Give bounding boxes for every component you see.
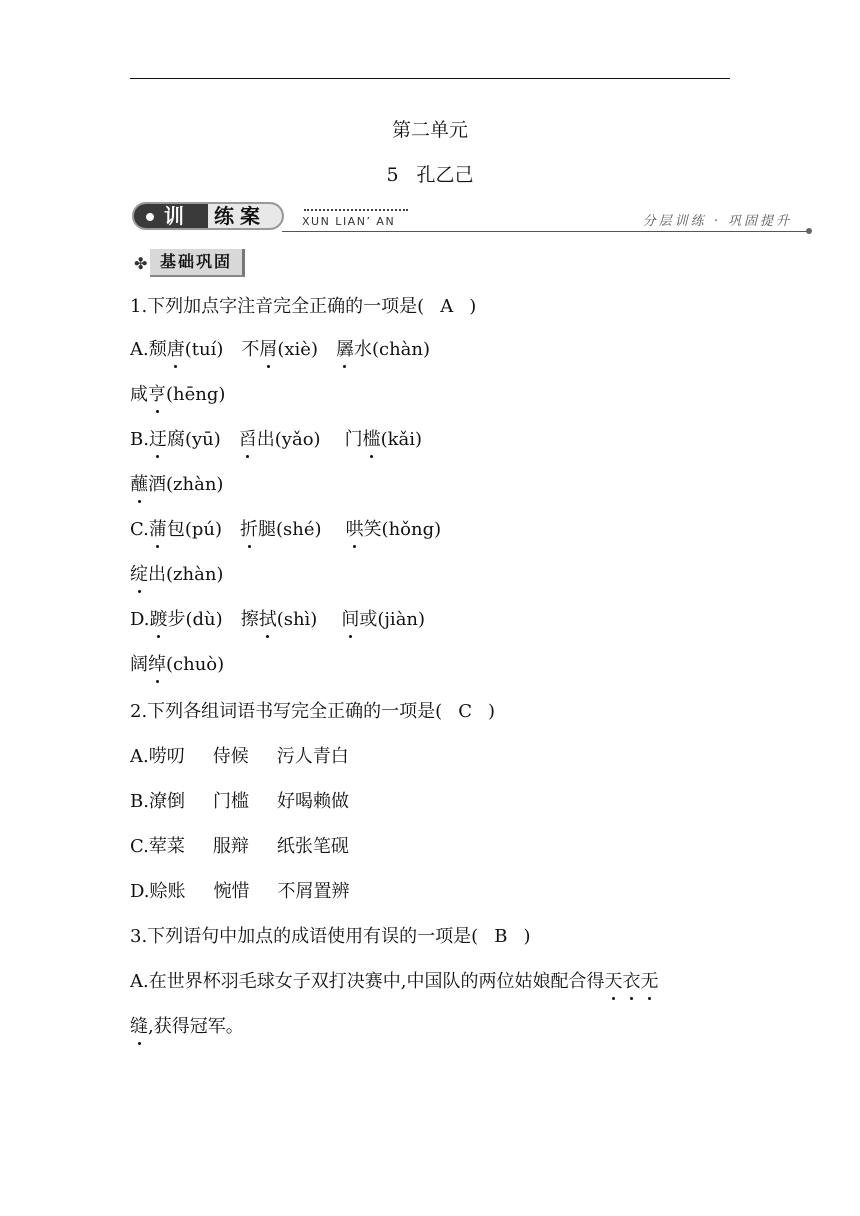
q2-stem: 2.下列各组词语书写完全正确的一项是( C ) (130, 701, 496, 722)
q3-option-a: A.在世界杯羽毛球女子双打决赛中,中国队的两位姑娘配合得天衣无 (130, 971, 659, 992)
q1-option-a: A.颓唐(tuí) 不屑(xiè) 羼水(chàn) (130, 339, 431, 360)
exercise-banner (132, 198, 812, 238)
lesson-number: 5 (386, 164, 399, 186)
q3-stem: 3.下列语句中加点的成语使用有误的一项是( B ) (130, 926, 531, 947)
banner-end-dot (806, 228, 812, 234)
lesson-name: 孔乙己 (416, 164, 474, 186)
q1-answer: A (440, 296, 454, 317)
banner-rest-chars: 练案 (214, 204, 266, 228)
banner-slogan: 分层训练 · 巩固提升 (642, 214, 792, 229)
q1-option-c: C.蒲包(pú) 折腿(shé) 哄笑(hǒng) (130, 519, 442, 540)
q2-option-c: C.荤菜 服辩 纸张笔砚 (130, 836, 349, 857)
banner-rule (282, 231, 809, 232)
q2-option-a: A.唠叨 侍候 污人青白 (130, 746, 349, 767)
bullet-icon (146, 213, 154, 221)
q1-stem: 1.下列加点字注音完全正确的一项是( A ) (130, 296, 477, 317)
q2-option-d: D.赊账 惋惜 不屑置辨 (130, 881, 350, 902)
q1-option-b: B.迂腐(yū) 舀出(yǎo) 门槛(kǎi) (130, 429, 423, 450)
q1-option-d: D.踱步(dù) 擦拭(shì) 间或(jiàn) (130, 609, 426, 630)
banner-pill (132, 202, 284, 230)
unit-title: 第二单元 (391, 119, 468, 141)
q1-option-c-cont: 绽出(zhàn) (130, 564, 224, 585)
section-tag: 基础巩固 (150, 249, 245, 277)
q3-answer: B (494, 926, 508, 947)
lesson-title (0, 160, 860, 187)
banner-lead-char: 训 (164, 204, 184, 228)
clover-icon: ✤ (134, 254, 148, 273)
q1-option-a-cont: 咸亨(hēng) (130, 384, 226, 405)
banner-dotted-rule (304, 209, 408, 211)
q1-option-b-cont: 蘸酒(zhàn) (130, 474, 224, 495)
q2-option-b: B.潦倒 门槛 好喝赖做 (130, 791, 349, 812)
q2-answer: C (458, 701, 472, 722)
top-rule (130, 78, 730, 79)
q3-option-a-cont: 缝,获得冠军。 (130, 1016, 244, 1037)
banner-pinyin: XUN LIAN’ AN (302, 215, 396, 228)
q1-option-d-cont: 阔绰(chuò) (130, 654, 225, 675)
